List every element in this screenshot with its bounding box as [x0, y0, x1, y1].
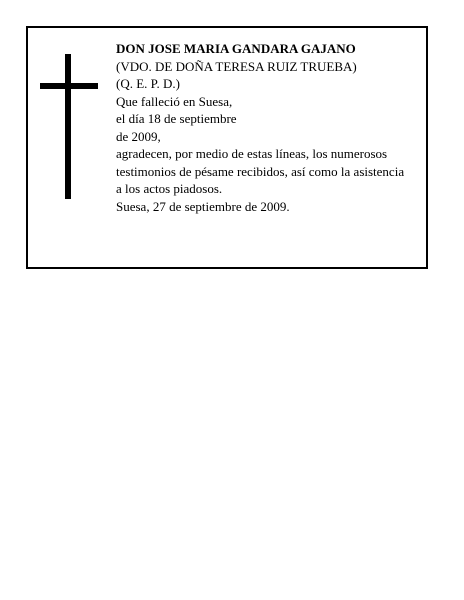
body-line-1: Que falleció en Suesa,: [116, 93, 233, 109]
cross-vertical-bar: [65, 54, 71, 199]
body-line-3: de 2009,: [116, 128, 161, 144]
widow-of-line: (VDO. DE DOÑA TERESA RUIZ TRUEBA): [116, 58, 357, 74]
rip-line: (Q. E. P. D.): [116, 76, 180, 91]
body-line-2: el día 18 de septiembre: [116, 111, 237, 126]
cross-icon: [40, 54, 98, 199]
notice-text: [116, 40, 416, 215]
deceased-name: DON JOSE MARIA GANDARA GAJANO: [116, 41, 356, 56]
obituary-notice: [26, 26, 428, 269]
cross-horizontal-bar: [40, 83, 98, 89]
signature-line: Suesa, 27 de septiembre de 2009.: [116, 198, 290, 214]
body-line-5: testimonios de pésame recibidos, así como la asistencia: [116, 163, 405, 179]
body-line-4: agradecen, por medio de estas líneas, los numerosos: [116, 146, 388, 161]
body-line-6: a los actos piadosos.: [116, 181, 223, 196]
